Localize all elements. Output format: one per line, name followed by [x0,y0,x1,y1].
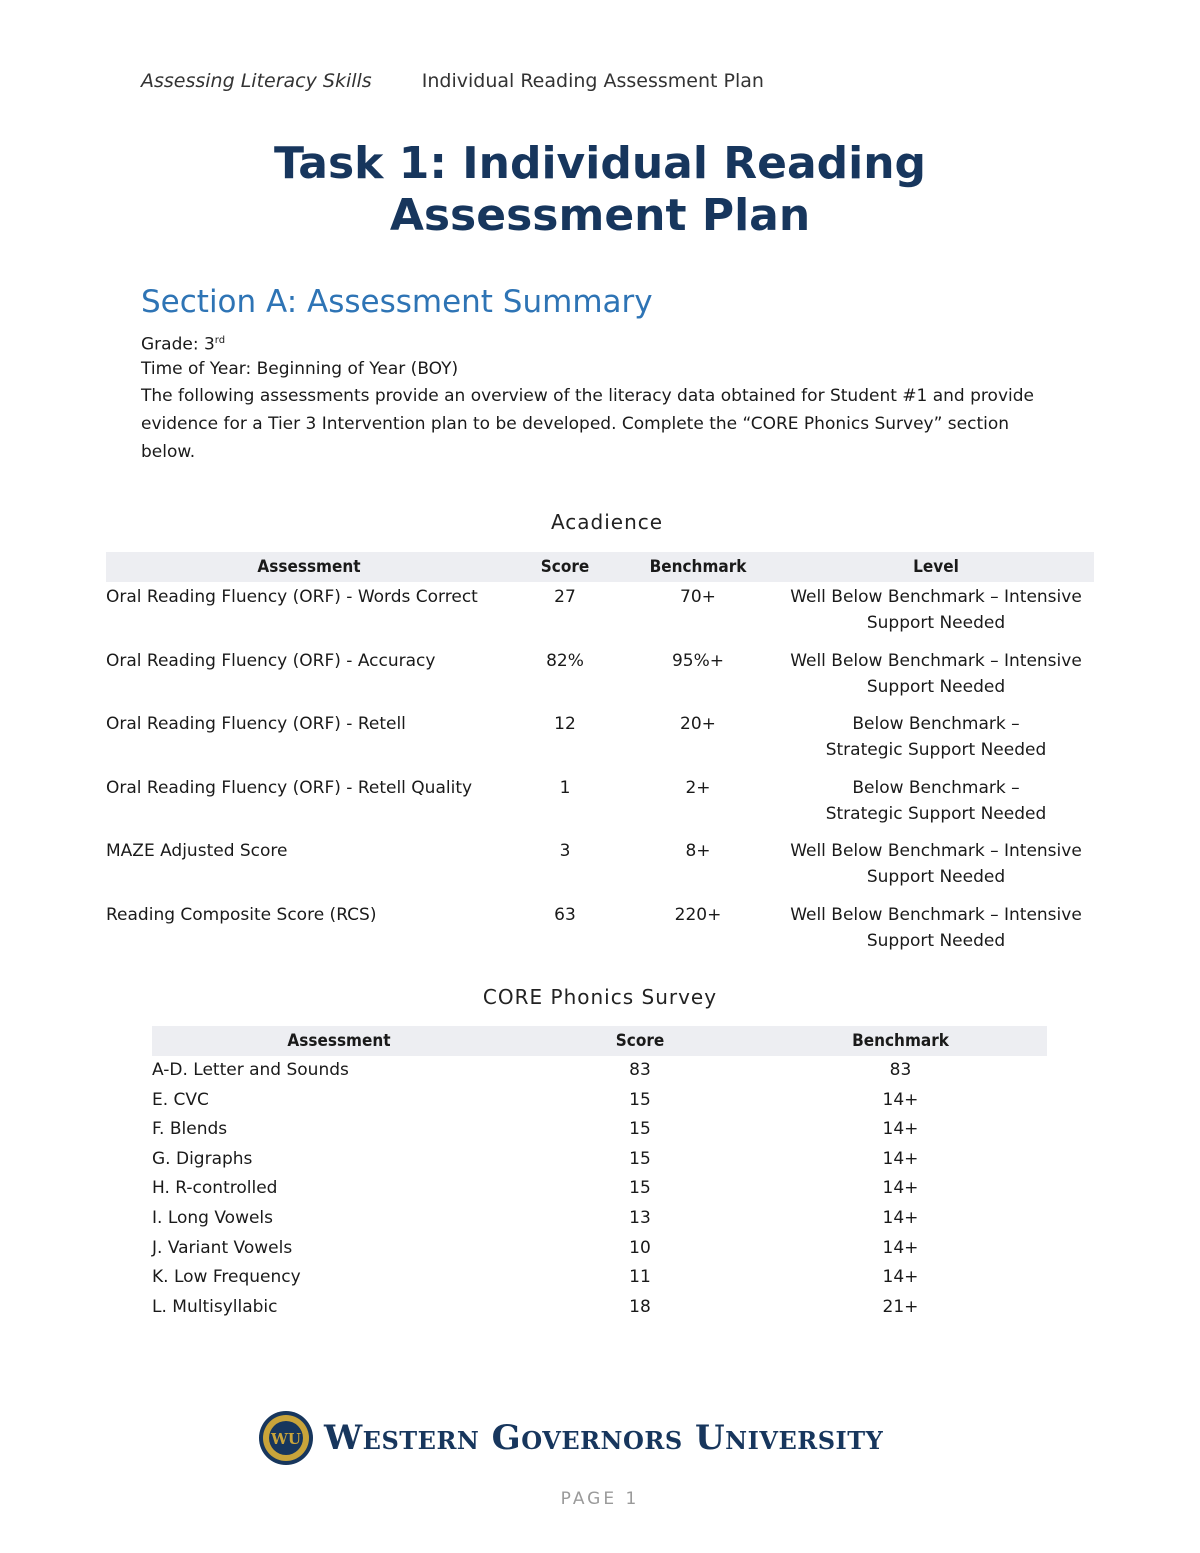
score-cell: 18 [629,1296,651,1317]
table-row [152,1115,1047,1145]
table-row [106,646,1094,710]
assessment-name: MAZE Adjusted Score [106,841,288,861]
level-line-1: Well Below Benchmark – Intensive [790,587,1082,607]
level-cell [778,709,1094,773]
benchmark-cell: 95%+ [671,650,725,671]
core-phonics-caption: CORE Phonics Survey [482,985,718,1009]
level-line-2: Strategic Support Needed [825,803,1047,824]
level-line-2: Strategic Support Needed [825,740,1047,760]
table-row [152,1056,1047,1086]
table-header-row [152,1026,1047,1056]
university-logo [258,1410,883,1466]
grade-suffix: rd [214,335,226,346]
benchmark-cell: 14+ [882,1207,919,1228]
acadience-caption: Acadience [550,510,664,534]
benchmark-cell: 14+ [882,1267,919,1288]
section-description: The following assessments provide an overview of the literacy data obtained for Student #1 and provide evidence for a Tier 3 Intervention plan to be developed. Complete the “CORE Phonics Survey” section below. [141,386,1034,462]
assessment-name: E. CVC [152,1089,209,1110]
column-header: Assessment [152,1026,526,1056]
assessment-name: I. Long Vowels [152,1207,274,1228]
score-cell: 10 [629,1237,651,1258]
column-header: Benchmark [618,552,778,582]
level-line-1: Well Below Benchmark – Intensive [790,904,1082,925]
column-header: Score [526,1026,754,1056]
level-cell [778,582,1094,646]
benchmark-cell: 220+ [674,904,722,925]
university-name: Western Governors University [324,1418,884,1458]
score-cell: 83 [629,1060,651,1080]
page-title [0,138,1200,242]
benchmark-cell: 83 [889,1060,912,1080]
assessment-name: H. R-controlled [152,1178,278,1199]
table-header-row [106,552,1094,582]
assessment-name: F. Blends [152,1119,228,1140]
table-row [106,900,1094,964]
core-phonics-table [152,1026,1047,1322]
level-line-2: Support Needed [866,867,1006,887]
assessment-name: A-D. Letter and Sounds [152,1060,349,1080]
level-line-2: Support Needed [866,930,1006,951]
level-line-1: Well Below Benchmark – Intensive [790,841,1082,861]
benchmark-cell: 14+ [882,1237,919,1258]
table-row [106,709,1094,773]
assessment-name: Oral Reading Fluency (ORF) - Accuracy [106,650,436,671]
assessment-name: Oral Reading Fluency (ORF) - Retell Quality [106,777,473,798]
section-heading: Section A: Assessment Summary [141,284,653,320]
table-row [106,836,1094,900]
score-cell: 15 [629,1178,651,1199]
table-row [106,773,1094,837]
score-cell: 3 [559,841,571,861]
column-header: Level [778,552,1094,582]
level-cell [778,773,1094,837]
assessment-name: K. Low Frequency [152,1267,301,1288]
assessment-name: Oral Reading Fluency (ORF) - Words Correct [106,587,478,607]
score-cell: 11 [629,1267,651,1288]
benchmark-cell: 14+ [882,1178,919,1199]
time-of-year: Time of Year: Beginning of Year (BOY) [141,359,459,379]
table-row [106,582,1094,646]
level-cell [778,900,1094,964]
seal-text: WU [271,1430,301,1448]
score-cell: 82% [546,650,584,671]
column-header: Assessment [106,552,512,582]
benchmark-cell: 20+ [680,714,716,734]
grade-label: Grade: 3 [141,334,215,355]
score-cell: 15 [629,1119,651,1140]
score-cell: 1 [559,777,571,798]
score-cell: 12 [554,714,576,734]
table-row [152,1145,1047,1175]
assessment-name: G. Digraphs [152,1148,253,1169]
level-line-1: Well Below Benchmark – Intensive [790,650,1082,671]
benchmark-cell: 14+ [882,1089,919,1110]
table-row [152,1234,1047,1264]
assessment-name: J. Variant Vowels [152,1237,293,1258]
benchmark-cell: 70+ [680,587,716,607]
table-row [152,1174,1047,1204]
assessment-name: L. Multisyllabic [152,1296,278,1317]
score-cell: 13 [629,1207,651,1228]
table-row [152,1263,1047,1293]
course-name: Assessing Literacy Skills [141,70,372,92]
page-number: PAGE 1 [560,1489,640,1509]
university-seal-icon [258,1410,314,1466]
page-title-line-2: Assessment Plan [389,190,811,241]
page-title-line-1: Task 1: Individual Reading [273,138,927,189]
score-cell: 27 [554,587,576,607]
grade-line [141,327,225,359]
benchmark-cell: 8+ [685,841,711,861]
assessment-name: Reading Composite Score (RCS) [106,904,377,925]
document-title: Individual Reading Assessment Plan [421,70,764,92]
assessment-name: Oral Reading Fluency (ORF) - Retell [106,714,406,734]
column-header: Score [512,552,618,582]
level-line-2: Support Needed [866,676,1006,697]
benchmark-cell: 21+ [882,1296,919,1317]
score-cell: 63 [554,904,576,925]
level-line-1: Below Benchmark – [852,777,1020,798]
benchmark-cell: 14+ [882,1119,919,1140]
level-cell [778,646,1094,710]
level-cell [778,836,1094,900]
benchmark-cell: 2+ [685,777,711,798]
level-line-2: Support Needed [866,613,1006,633]
table-row [152,1086,1047,1116]
column-header: Benchmark [754,1026,1047,1056]
score-cell: 15 [629,1089,651,1110]
acadience-table [106,552,1094,963]
table-row [152,1293,1047,1323]
table-row [152,1204,1047,1234]
level-line-1: Below Benchmark – [852,714,1020,734]
score-cell: 15 [629,1148,651,1169]
benchmark-cell: 14+ [882,1148,919,1169]
running-header [141,70,764,92]
